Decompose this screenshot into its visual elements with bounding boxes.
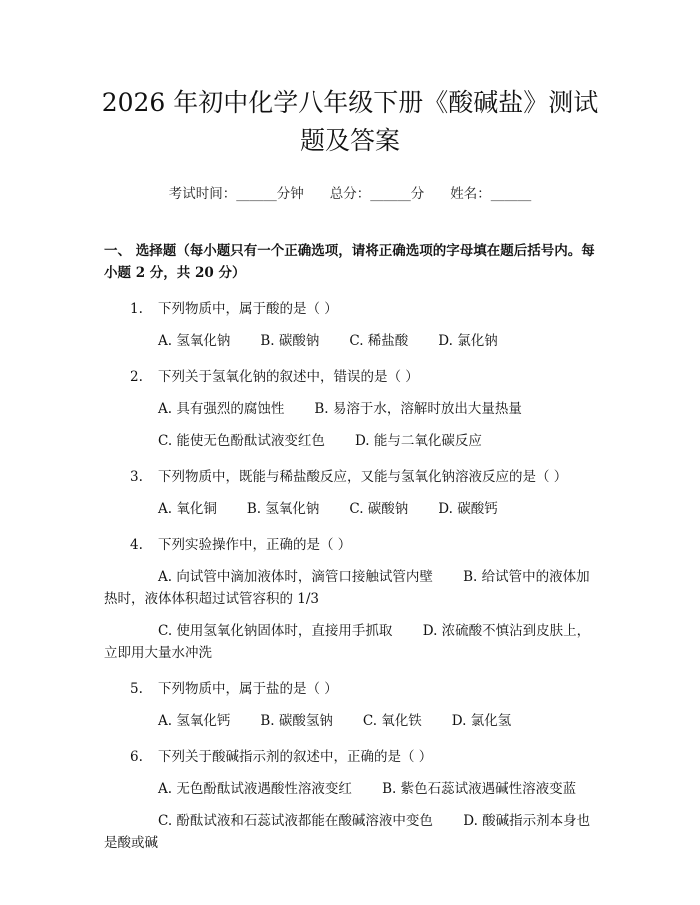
option-c: C. 氧化铁: [362, 713, 422, 729]
option-c: C. 能使无色酚酞试液变红色: [158, 433, 325, 449]
question-number: 5.: [130, 681, 143, 697]
option-b: B. 紫色石蕊试液遇碱性溶液变蓝: [382, 781, 577, 797]
option-a: A. 氢氧化钙: [158, 713, 231, 729]
option-d: D. 能与二氧化碳反应: [354, 433, 482, 449]
option-a: A. 具有强烈的腐蚀性: [158, 401, 285, 417]
option-a: A. 氢氧化钠: [158, 333, 231, 349]
option-c: C. 酚酞试液和石蕊试液都能在酸碱溶液中变色: [158, 813, 433, 829]
question-stem: [104, 746, 600, 768]
total-score-field: 总分：______分: [329, 186, 425, 202]
exam-title: 2026 年初中化学八年级下册《酸碱盐》测试题及答案: [101, 88, 599, 155]
option-a: A. 无色酚酞试液遇酸性溶液变红: [158, 781, 352, 797]
question-stem: [104, 678, 600, 700]
question-text: 下列物质中，属于盐的是（ ）: [158, 681, 338, 697]
question-number: 2.: [130, 369, 143, 385]
option-b: B. 碳酸氢钠: [260, 713, 333, 729]
question-stem: [104, 298, 600, 320]
question-text: 下列实验操作中，正确的是（ ）: [158, 537, 352, 553]
option-row: [104, 398, 600, 420]
exam-time-field: 考试时间：______分钟: [168, 186, 304, 202]
question-number: 6.: [130, 749, 143, 765]
question-number: 1.: [130, 301, 143, 317]
student-name-field: 姓名：______: [450, 186, 532, 202]
question-stem: [104, 466, 600, 488]
question-text: 下列关于酸碱指示剂的叙述中，正确的是（ ）: [158, 749, 433, 765]
question-number: 3.: [130, 469, 143, 485]
option-d: D. 碳酸钙: [438, 501, 498, 517]
option-row: [104, 810, 600, 854]
option-a: A. 向试管中滴加液体时，滴管口接触试管内壁: [158, 569, 433, 585]
option-row: [104, 498, 600, 520]
option-b: B. 氢氧化钠: [246, 501, 320, 517]
option-d: D. 氯化氢: [451, 713, 512, 729]
option-d: D. 氯化钠: [438, 333, 498, 349]
exam-info: [0, 182, 700, 202]
option-c: C. 使用氢氧化钠固体时，直接用手抓取: [158, 623, 393, 639]
question-number: 4.: [130, 537, 143, 553]
option-d: D. 浓硫酸不慎沾到皮肤上，立即用大量水冲洗: [104, 623, 591, 661]
option-row: [104, 330, 600, 352]
option-row: [104, 778, 600, 800]
option-b: B. 给试管中的液体加热时，液体体积超过试管容积的 1/3: [104, 569, 590, 607]
question-stem: [104, 366, 600, 388]
question-text: 下列关于氢氧化钠的叙述中，错误的是（ ）: [158, 369, 419, 385]
option-row: [104, 620, 600, 664]
question-text: 下列物质中，既能与稀盐酸反应，又能与氢氧化钠溶液反应的是（ ）: [158, 469, 568, 485]
option-b: B. 易溶于水，溶解时放出大量热量: [314, 401, 522, 417]
option-b: B. 碳酸钠: [260, 333, 320, 349]
option-c: C. 碳酸钠: [349, 501, 409, 517]
option-a: A. 氧化铜: [158, 501, 217, 517]
option-c: C. 稀盐酸: [349, 333, 409, 349]
question-text: 下列物质中，属于酸的是（ ）: [158, 301, 338, 317]
option-d: D. 酸碱指示剂本身也是酸或碱: [104, 813, 591, 851]
option-row: [104, 710, 600, 732]
option-row: [104, 566, 600, 610]
question-stem: [104, 534, 600, 556]
section-heading: 一、 选择题（每小题只有一个正确选项，请将正确选项的字母填在题后括号内。每小题 2 分，共 20 分）: [104, 243, 595, 281]
option-row: [104, 430, 600, 452]
